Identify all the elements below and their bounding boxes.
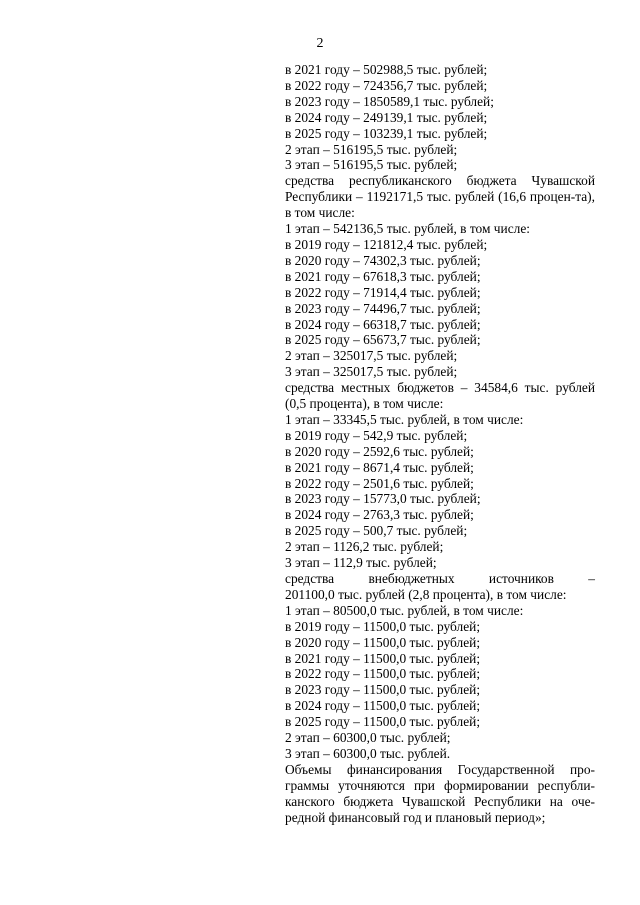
list-item: в 2019 году – 11500,0 тыс. рублей; — [285, 618, 481, 634]
list-item: 3 этап – 60300,0 тыс. рублей. — [285, 745, 451, 761]
list-item: в 2020 году – 74302,3 тыс. рублей; — [285, 252, 481, 268]
local-budget-list — [285, 412, 595, 571]
local-budget-intro: средства местных бюджетов – 34584,6 тыс. рублей (0,5 процента), в том числе: — [285, 380, 595, 412]
list-item: в 2023 году – 15773,0 тыс. рублей; — [285, 491, 481, 507]
list-item: в 2022 году – 2501,6 тыс. рублей; — [285, 475, 474, 491]
list-item: в 2023 году – 74496,7 тыс. рублей; — [285, 300, 481, 316]
closing-paragraph: Объемы финансирования Государственной про-граммы уточняются при формировании республи-канского бюджета Чувашской Республики на оче-редной финансовый год и плановый период»; — [285, 761, 595, 825]
list-item: в 2025 году – 103239,1 тыс. рублей; — [285, 125, 488, 141]
list-item: 2 этап – 1126,2 тыс. рублей; — [285, 539, 444, 555]
list-item: 3 этап – 516195,5 тыс. рублей; — [285, 157, 458, 173]
list-item: 1 этап – 80500,0 тыс. рублей, в том числе: — [285, 602, 524, 618]
extrabudget-intro-line1: средства внебюджетных источников – — [285, 571, 595, 586]
page-number: 2 — [316, 36, 324, 51]
list-item: в 2023 году – 1850589,1 тыс. рублей; — [285, 93, 494, 109]
list-item: в 2021 году – 8671,4 тыс. рублей; — [285, 459, 474, 475]
list-item: 2 этап – 325017,5 тыс. рублей; — [285, 348, 458, 364]
list-item: в 2019 году – 542,9 тыс. рублей; — [285, 427, 468, 443]
list-item: в 2020 году – 11500,0 тыс. рублей; — [285, 634, 481, 650]
list-item: в 2024 году – 11500,0 тыс. рублей; — [285, 698, 481, 714]
list-item: в 2024 году – 66318,7 тыс. рублей; — [285, 316, 481, 332]
list-item: в 2020 году – 2592,6 тыс. рублей; — [285, 443, 474, 459]
list-item: в 2021 году – 11500,0 тыс. рублей; — [285, 650, 481, 666]
list-item: в 2022 году – 71914,4 тыс. рублей; — [285, 284, 481, 300]
list-item: в 2025 году – 500,7 тыс. рублей; — [285, 523, 468, 539]
extrabudget-intro-line2: 201100,0 тыс. рублей (2,8 процента), в том числе: — [285, 586, 567, 602]
federal-years-list — [285, 62, 595, 173]
list-item: 1 этап – 542136,5 тыс. рублей, в том числе: — [285, 221, 530, 237]
list-item: в 2021 году – 67618,3 тыс. рублей; — [285, 268, 481, 284]
list-item: в 2024 году – 2763,3 тыс. рублей; — [285, 507, 474, 523]
list-item: 2 этап – 516195,5 тыс. рублей; — [285, 141, 458, 157]
list-item: в 2024 году – 249139,1 тыс. рублей; — [285, 109, 488, 125]
list-item: в 2023 году – 11500,0 тыс. рублей; — [285, 682, 481, 698]
list-item: в 2022 году – 11500,0 тыс. рублей; — [285, 666, 481, 682]
list-item: в 2019 году – 121812,4 тыс. рублей; — [285, 236, 488, 252]
list-item: в 2022 году – 724356,7 тыс. рублей; — [285, 77, 488, 93]
list-item: 2 этап – 60300,0 тыс. рублей; — [285, 730, 451, 746]
funding-text-column — [285, 62, 595, 826]
list-item: 1 этап – 33345,5 тыс. рублей, в том числе: — [285, 411, 524, 427]
republic-budget-intro: средства республиканского бюджета Чувашской Республики – 1192171,5 тыс. рублей (16,6 процен-та), в том числе: — [285, 173, 595, 221]
list-item: в 2025 году – 11500,0 тыс. рублей; — [285, 714, 481, 730]
list-item: 3 этап – 112,9 тыс. рублей; — [285, 555, 437, 571]
republic-budget-list — [285, 221, 595, 380]
extrabudget-list — [285, 603, 595, 762]
list-item: в 2025 году – 65673,7 тыс. рублей; — [285, 332, 481, 348]
list-item: 3 этап – 325017,5 тыс. рублей; — [285, 364, 458, 380]
list-item: в 2021 году – 502988,5 тыс. рублей; — [285, 62, 488, 77]
